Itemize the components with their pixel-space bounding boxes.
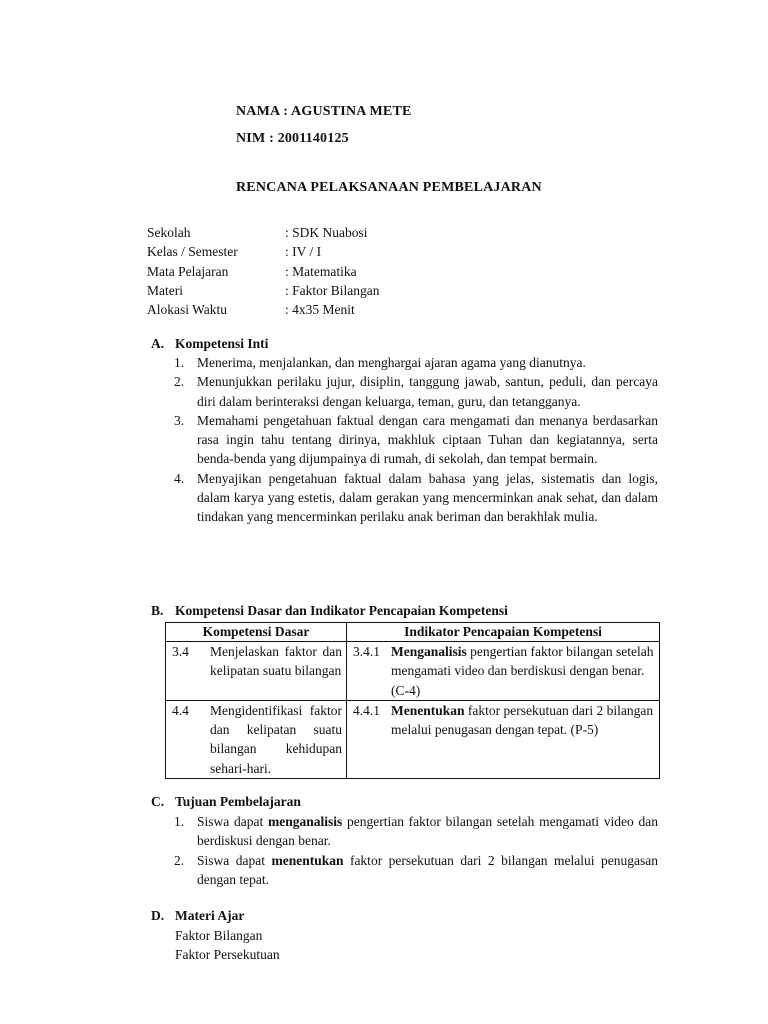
student-name: NAMA : AGUSTINA METE: [236, 104, 412, 119]
list-item: [171, 353, 658, 372]
kompetensi-inti-list: [171, 353, 658, 527]
item-text-pre: Siswa dapat: [197, 814, 268, 829]
kompetensi-table: [165, 622, 660, 779]
meta-label: Materi: [147, 283, 183, 298]
indicator-text: [353, 701, 655, 740]
section-c-title: Tujuan Pembelajaran: [175, 794, 301, 809]
section-a-title: Kompetensi Inti: [175, 336, 269, 351]
list-item: [171, 812, 658, 851]
item-number: 3.: [174, 412, 185, 428]
table-header-row: [166, 623, 660, 642]
item-text: Menyajikan pengetahuan faktual dalam bahasa yang jelas, sistematis dan logis, dalam karya yang estetis, dalam gerakan yang mencerminkan anak sehat, dan dalam tindakan yang mencerminkan perilaku anak beriman dan berakhlak mulia.: [197, 470, 658, 525]
student-nim: NIM : 2001140125: [236, 131, 349, 146]
item-number: 4.: [174, 470, 185, 486]
item-text-post: pengertian faktor bilangan setelah mengamati video dan berdiskusi dengan benar.: [197, 814, 658, 849]
table-cell: [166, 700, 347, 778]
kd-text: Mengidentifikasi faktor dan kelipatan suatu bilangan kehidupan sehari-hari.: [210, 702, 342, 776]
item-text: Menunjukkan perilaku jujur, disiplin, tanggung jawab, santun, peduli, dan percaya diri dalam berinteraksi dengan keluarga, teman, guru, dan tetangganya.: [197, 374, 658, 409]
indicator-description: faktor persekutuan dari 2 bilangan melalui penugasan dengan tepat. (P-5): [391, 702, 654, 738]
list-item: [171, 411, 658, 469]
indicator-description: pengertian faktor bilangan setelah mengamati video dan berdiskusi dengan benar. (C-4): [391, 644, 654, 698]
section-a-letter: A.: [151, 336, 165, 351]
table-cell: [347, 642, 660, 701]
item-text: Memahami pengetahuan faktual dengan cara mengamati dan menanya berdasarkan rasa ingin tahu tentang dirinya, makhluk ciptaan Tuhan dan kegiatannya, serta benda-benda yang dijumpainya di rumah, di sekolah, dan tempat bermain.: [197, 412, 658, 467]
meta-value: : Matematika: [285, 264, 357, 279]
table-cell: [347, 700, 660, 778]
item-number: 1.: [174, 814, 185, 829]
table-cell: [166, 642, 347, 701]
materi-line: Faktor Bilangan: [175, 928, 263, 943]
meta-label: Kelas / Semester: [147, 244, 238, 259]
item-number: 2.: [174, 852, 185, 868]
kd-code: 4.4: [172, 702, 189, 718]
indicator-keyword: Menganalisis: [391, 644, 467, 659]
meta-label: Sekolah: [147, 225, 191, 240]
list-item: [171, 469, 658, 527]
meta-label: Mata Pelajaran: [147, 264, 229, 279]
section-b-letter: B.: [151, 603, 164, 618]
list-item: [171, 372, 658, 411]
section-c-letter: C.: [151, 794, 165, 809]
item-keyword: menentukan: [271, 852, 344, 868]
indicator-code: 4.4.1: [353, 702, 380, 718]
item-keyword: menganalisis: [267, 814, 343, 829]
document-title: RENCANA PELAKSANAAN PEMBELAJARAN: [236, 180, 542, 195]
section-b-title: Kompetensi Dasar dan Indikator Pencapaian Kompetensi: [175, 603, 508, 618]
table-row: [166, 700, 660, 778]
list-item: [171, 851, 658, 890]
section-d-letter: D.: [151, 908, 165, 923]
kd-code: 3.4: [172, 644, 189, 659]
indicator-code: 3.4.1: [353, 644, 380, 659]
kd-text: Menjelaskan faktor dan kelipatan suatu bilangan: [210, 644, 342, 679]
indicator-keyword: Menentukan: [391, 702, 465, 718]
meta-value: : Faktor Bilangan: [285, 283, 380, 298]
meta-value: : SDK Nuabosi: [285, 225, 368, 240]
section-d-title: Materi Ajar: [175, 908, 245, 923]
tujuan-list: [171, 812, 658, 889]
indicator-text: [353, 642, 655, 700]
column-header: Indikator Pencapaian Kompetensi: [347, 623, 660, 642]
materi-line: Faktor Persekutuan: [175, 947, 280, 962]
item-text-pre: Siswa dapat: [197, 852, 272, 868]
item-number: 2.: [174, 374, 185, 390]
item-text: Menerima, menjalankan, dan menghargai ajaran agama yang dianutnya.: [197, 355, 586, 370]
column-header: Kompetensi Dasar: [166, 623, 347, 642]
table-row: [166, 642, 660, 701]
meta-value: : IV / I: [285, 244, 322, 259]
item-text-post: faktor persekutuan dari 2 bilangan melalui penugasan dengan tepat.: [197, 852, 658, 887]
item-number: 1.: [174, 355, 185, 370]
meta-value: : 4x35 Menit: [285, 302, 355, 317]
meta-label: Alokasi Waktu: [147, 302, 228, 317]
